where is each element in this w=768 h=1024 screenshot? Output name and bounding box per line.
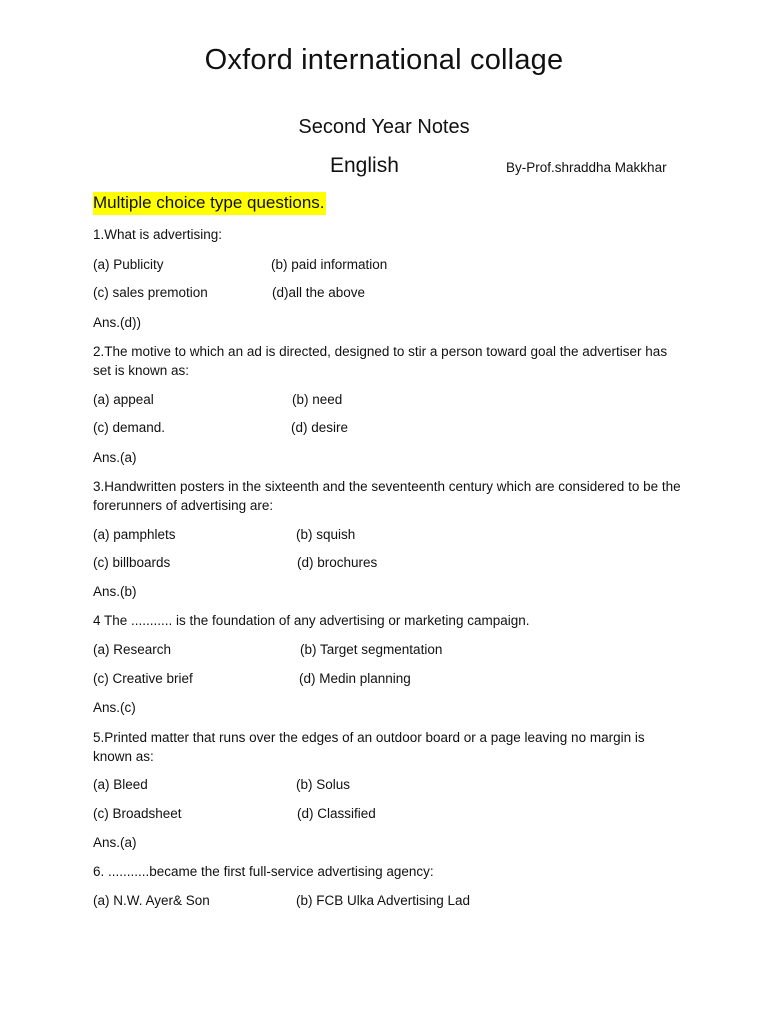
question-1-option-d: (d)all the above [272,285,366,300]
question-3-option-b: (b) squish [296,527,356,542]
question-3-option-d: (d) brochures [297,555,378,570]
question-4-option-c: (c) Creative brief [93,671,193,686]
question-5-option-b: (b) Solus [296,777,351,792]
document-title: Oxford international collage [204,44,564,76]
question-5-answer: Ans.(a) [93,835,137,850]
question-1-option-c: (c) sales premotion [93,285,208,300]
question-2-answer: Ans.(a) [93,450,137,465]
question-4-option-a: (a) Research [93,642,172,657]
document-subtitle: Second Year Notes [298,116,470,138]
question-6-option-a: (a) N.W. Ayer& Son [93,893,210,908]
question-2-option-d: (d) desire [291,420,349,435]
question-3-option-a: (a) pamphlets [93,527,176,542]
question-5-option-d: (d) Classified [297,806,376,821]
question-3-answer: Ans.(b) [93,584,137,599]
question-4: 4 The ........... is the foundation of any advertising or marketing campaign. [93,613,530,628]
question-5: 5.Printed matter that runs over the edges of an outdoor board or a page leaving no margin is known as: [93,730,645,764]
subject-label: English [330,154,399,177]
question-6: 6. ...........became the first full-service advertising agency: [93,864,434,879]
question-5-option-a: (a) Bleed [93,777,148,792]
question-5-option-c: (c) Broadsheet [93,806,182,821]
question-2-option-a: (a) appeal [93,392,154,407]
question-2-option-c: (c) demand. [93,420,166,435]
question-1-option-a: (a) Publicity [93,257,164,272]
question-3: 3.Handwritten posters in the sixteenth and the seventeenth century which are considered to be the forerunners of advertising are: [93,479,681,513]
question-1: 1.What is advertising: [93,227,223,242]
question-4-option-b: (b) Target segmentation [300,642,443,657]
question-1-option-b: (b) paid information [271,257,388,272]
question-2-option-b: (b) need [292,392,343,407]
section-heading: Multiple choice type questions. [93,192,326,215]
question-1-answer: Ans.(d)) [93,315,142,330]
author-label: By-Prof.shraddha Makkhar [506,160,667,175]
question-3-option-c: (c) billboards [93,555,171,570]
question-4-option-d: (d) Medin planning [299,671,411,686]
question-2: 2.The motive to which an ad is directed, designed to stir a person toward goal the advertiser has set is known as: [93,344,668,378]
question-6-option-b: (b) FCB Ulka Advertising Lad [296,893,471,908]
question-4-answer: Ans.(c) [93,700,136,715]
